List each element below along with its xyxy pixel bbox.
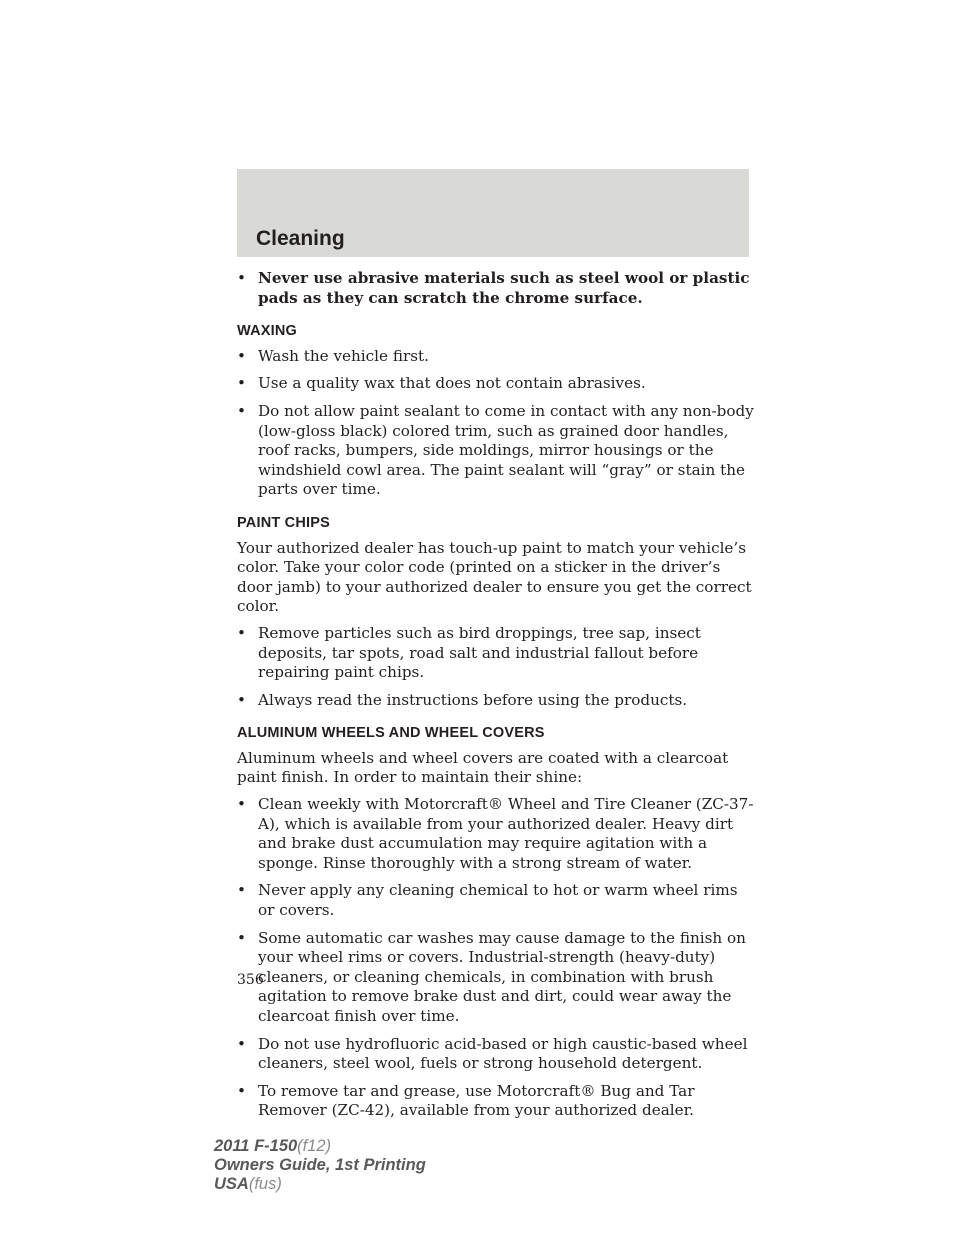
page-number: 356: [237, 972, 264, 988]
footer-model: 2011 F-150: [214, 1137, 298, 1155]
bullet-text: To remove tar and grease, use Motorcraft® Bug and Tar Remover (ZC-42), available from your authorized dealer.: [258, 1081, 695, 1120]
aluminum-wheels-paragraph: Aluminum wheels and wheel covers are coated with a clearcoat paint finish. In order to maintain their shine:: [237, 748, 729, 787]
bullet-text: Always read the instructions before using the products.: [258, 690, 688, 709]
paint-chips-heading: PAINT CHIPS: [237, 514, 330, 531]
page-content: [237, 269, 757, 1129]
paint-chips-bullet: [237, 691, 757, 711]
print-footer: [214, 1137, 426, 1194]
bullet-dot: •: [237, 374, 246, 393]
footer-market: USA: [214, 1175, 249, 1193]
bullet-dot: •: [237, 690, 246, 709]
bullet-dot: •: [237, 623, 246, 642]
bullet-dot: •: [237, 346, 246, 365]
bullet-dot: •: [237, 1034, 246, 1053]
waxing-bullet: [237, 347, 757, 367]
aluminum-wheels-bullet: [237, 1082, 757, 1121]
footer-line-model: [214, 1137, 426, 1156]
waxing-bullet: [237, 402, 757, 500]
bullet-text: Some automatic car washes may cause damage to the finish on your wheel rims or covers. Industrial-strength (heavy-duty) cleaners, or cleaning chemicals, in combination with brush agitation to remove brake dust and dirt, could wear away the clearcoat finish over time.: [258, 928, 746, 1025]
bullet-dot: •: [237, 401, 246, 420]
bullet-text: Use a quality wax that does not contain abrasives.: [258, 374, 646, 393]
section-header-band: [237, 169, 749, 257]
footer-market-code: (fus): [248, 1175, 282, 1193]
paint-chips-bullet: [237, 624, 757, 683]
bullet-dot: •: [237, 881, 246, 900]
aluminum-wheels-bullet: [237, 1035, 757, 1074]
paint-chips-paragraph: Your authorized dealer has touch-up paint to match your vehicle’s color. Take your color code (printed on a sticker in the driver’s door jamb) to your authorized dealer to ensure you get the correct color.: [237, 538, 752, 616]
bullet-text: Do not use hydrofluoric acid-based or high caustic-based wheel cleaners, steel wool, fuels or strong household detergent.: [258, 1034, 748, 1073]
waxing-bullet: [237, 374, 757, 394]
footer-printing: Owners Guide, 1st Printing: [214, 1156, 426, 1174]
bullet-text: Remove particles such as bird droppings, tree sap, insect deposits, tar spots, road salt and industrial fallout before repairing paint chips.: [258, 623, 701, 682]
footer-line-market: [214, 1175, 426, 1194]
bullet-text: Never use abrasive materials such as steel wool or plastic pads as they can scratch the chrome surface.: [258, 269, 750, 307]
chrome-warning-bullet: [237, 269, 757, 308]
bullet-text: Do not allow paint sealant to come in contact with any non-body (low-gloss black) colored trim, such as grained door handles, roof racks, bumpers, side moldings, mirror housings or the windshield cowl area. The paint sealant will “gray” or stain the parts over time.: [258, 401, 754, 499]
aluminum-wheels-bullet: [237, 795, 757, 873]
bullet-text: Wash the vehicle first.: [258, 346, 429, 365]
bullet-dot: •: [237, 795, 246, 814]
waxing-heading: WAXING: [237, 323, 298, 340]
aluminum-wheels-heading: ALUMINUM WHEELS AND WHEEL COVERS: [237, 725, 545, 742]
section-title: Cleaning: [256, 227, 345, 250]
bullet-dot: •: [237, 1081, 246, 1100]
footer-model-code: (f12): [297, 1137, 332, 1155]
bullet-text: Never apply any cleaning chemical to hot or warm wheel rims or covers.: [258, 881, 738, 920]
aluminum-wheels-bullet: [237, 929, 757, 1027]
aluminum-wheels-bullet: [237, 881, 757, 920]
bullet-text: Clean weekly with Motorcraft® Wheel and Tire Cleaner (ZC-37-A), which is available from your authorized dealer. Heavy dirt and brake dust accumulation may require agitation with a sponge. Rinse thoroughly with a strong stream of water.: [258, 795, 754, 872]
bullet-dot: •: [237, 928, 246, 947]
bullet-dot: •: [237, 269, 246, 287]
